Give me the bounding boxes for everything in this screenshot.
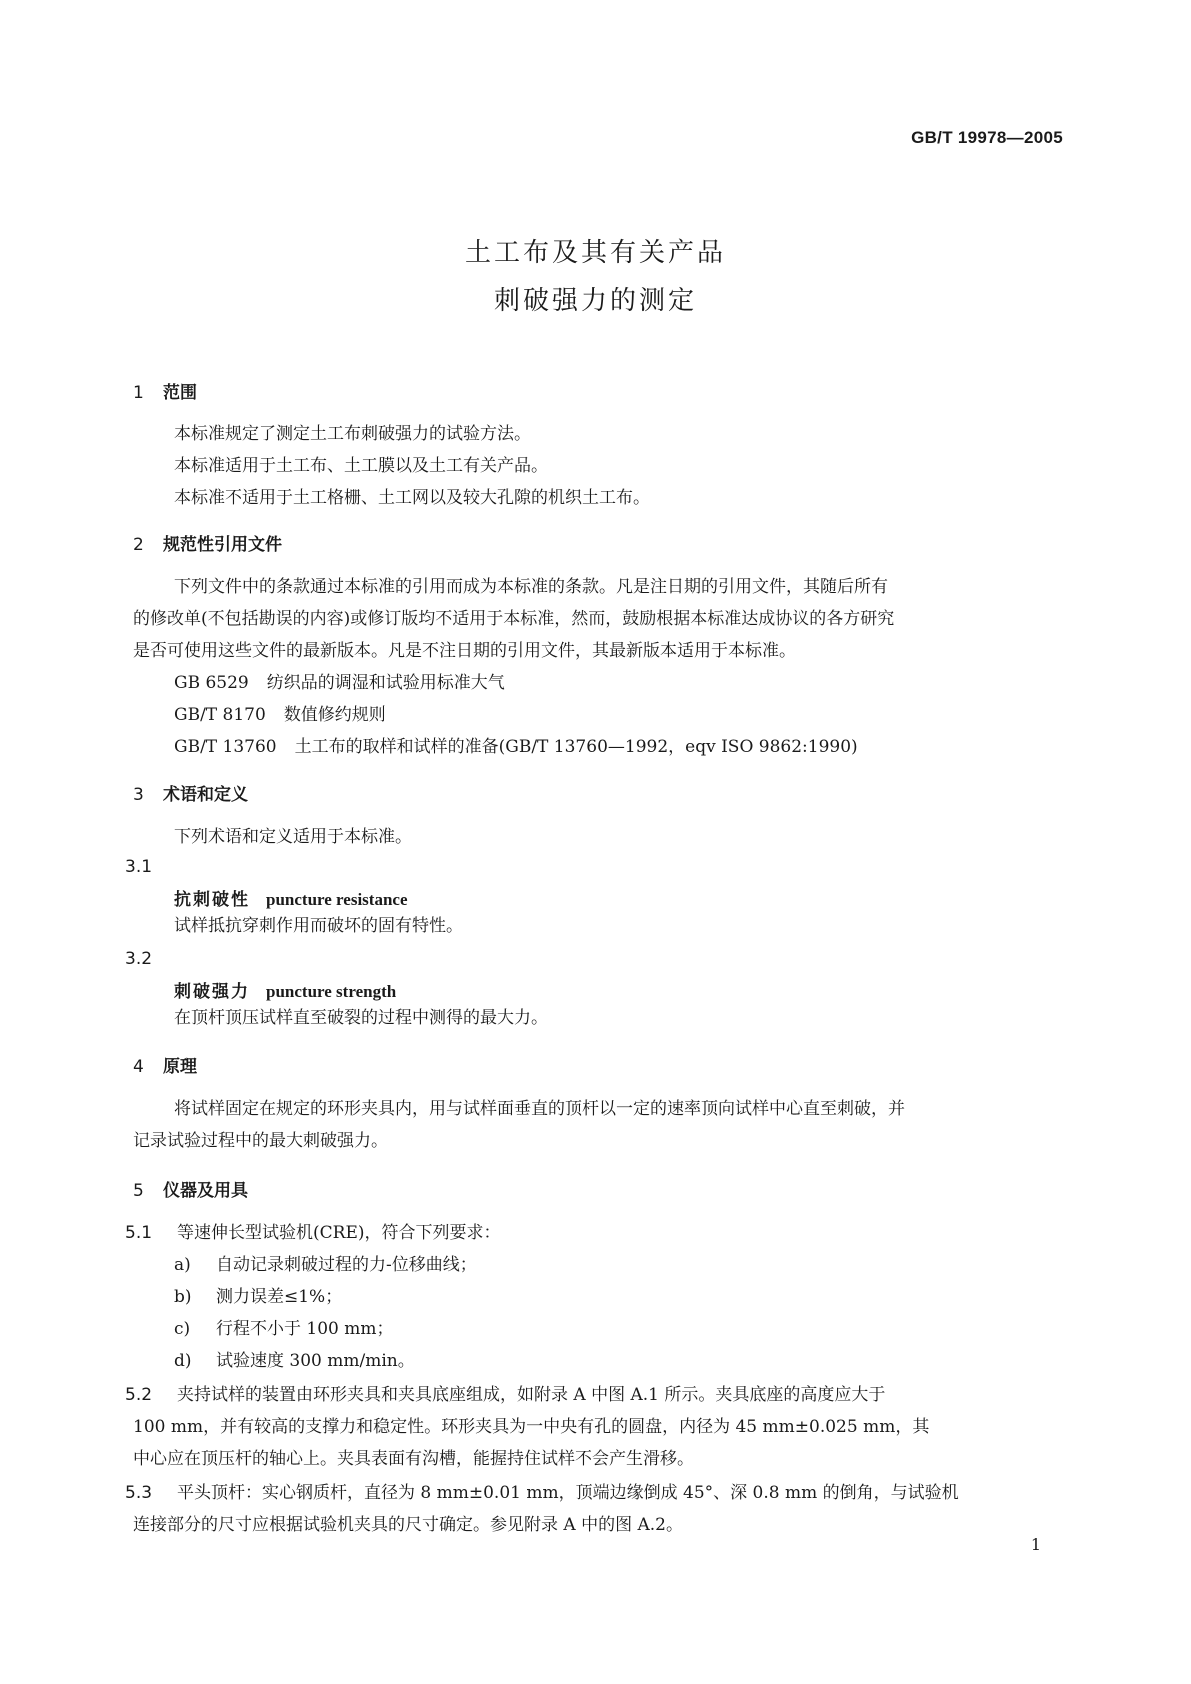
section-title: 范围 [163,383,197,403]
clause-5-2 [125,1383,885,1407]
section-number: 4 [133,1057,144,1077]
reference-item [174,671,505,695]
paragraph: 记录试验过程中的最大刺破强力。 [133,1131,388,1151]
page-number: 1 [1030,1535,1041,1554]
list-text: 试验速度 300 mm/min。 [216,1351,415,1371]
list-text: 自动记录刺破过程的力-位移曲线； [216,1255,477,1275]
list-item [174,1253,477,1277]
paragraph: 下列文件中的条款通过本标准的引用而成为本标准的条款。凡是注日期的引用文件，其随后所有 [174,577,888,597]
list-marker: c) [174,1319,191,1339]
list-marker: d) [174,1351,192,1371]
clause-text: 夹持试样的装置由环形夹具和夹具底座组成，如附录 A 中图 A.1 所示。夹具底座的高度应大于 [177,1385,886,1405]
paragraph: 中心应在顶压杆的轴心上。夹具表面有沟槽，能握持住试样不会产生滑移。 [133,1449,694,1469]
section-3-heading [133,780,248,805]
list-item [174,1317,394,1341]
reference-item [174,735,858,759]
paragraph: 本标准适用于土工布、土工膜以及土工有关产品。 [174,456,548,476]
section-2-heading [133,530,282,555]
paragraph: 将试样固定在规定的环形夹具内，用与试样面垂直的顶杆以一定的速率顶向试样中心直至刺破，并 [174,1099,905,1119]
section-number: 3 [133,785,144,805]
paragraph: 的修改单(不包括勘误的内容)或修订版均不适用于本标准，然而，鼓励根据本标准达成协议的各方研究 [133,609,895,629]
list-item [174,1349,415,1373]
clause-text: 平头顶杆：实心钢质杆，直径为 8 mm±0.01 mm，顶端边缘倒成 45°、深 0.8 mm 的倒角，与试验机 [177,1483,959,1503]
section-title: 原理 [163,1057,197,1077]
paragraph: 本标准规定了测定土工布刺破强力的试验方法。 [174,424,531,444]
list-marker: a) [174,1255,191,1275]
list-text: 测力误差≤1%； [216,1287,343,1307]
clause-5-1 [125,1221,500,1245]
paragraph: 下列术语和定义适用于本标准。 [174,827,412,847]
paragraph: 100 mm，并有较高的支撑力和稳定性。环形夹具为一中央有孔的圆盘，内径为 45 mm±0.025 mm，其 [133,1417,930,1437]
document-title-line2: 刺破强力的测定 [493,286,697,316]
section-number: 5 [133,1181,144,1201]
paragraph: 连接部分的尺寸应根据试验机夹具的尺寸确定。参见附录 A 中的图 A.2。 [133,1515,683,1535]
section-number: 2 [133,535,144,555]
reference-code: GB/T 13760 [174,737,277,757]
section-number: 1 [133,383,144,403]
clause-number: 5.3 [125,1483,153,1503]
clause-number: 3.1 [125,857,153,877]
clause-number: 5.1 [125,1223,153,1243]
term-zh: 刺破强力 [174,982,250,1002]
list-text: 行程不小于 100 mm； [216,1319,394,1339]
list-item [174,1285,342,1309]
term-en: puncture strength [266,982,397,1001]
clause-number: 5.2 [125,1385,153,1405]
term-entry [174,977,396,1002]
clause-number: 3.2 [125,949,153,969]
clause-text: 等速伸长型试验机(CRE)，符合下列要求： [177,1223,501,1243]
term-definition: 在顶杆顶压试样直至破裂的过程中测得的最大力。 [174,1008,548,1028]
reference-title: 数值修约规则 [283,705,386,725]
list-marker: b) [174,1287,192,1307]
paragraph: 本标准不适用于土工格栅、土工网以及较大孔隙的机织土工布。 [174,488,650,508]
section-1-heading [133,378,197,403]
section-title: 规范性引用文件 [163,535,282,555]
document-title-line1: 土工布及其有关产品 [464,238,726,268]
clause-5-3 [125,1481,959,1505]
section-5-heading [133,1176,248,1201]
standard-number: GB/T 19978—2005 [911,128,1063,147]
term-entry [174,885,408,910]
paragraph: 是否可使用这些文件的最新版本。凡是不注日期的引用文件，其最新版本适用于本标准。 [133,641,796,661]
reference-title: 纺织品的调湿和试验用标准大气 [266,673,505,693]
term-definition: 试样抵抗穿刺作用而破坏的固有特性。 [174,916,463,936]
reference-code: GB 6529 [174,673,249,693]
term-en: puncture resistance [266,890,408,909]
section-title: 仪器及用具 [163,1181,248,1201]
term-zh: 抗刺破性 [174,890,250,910]
reference-item [174,703,386,727]
section-4-heading [133,1052,197,1077]
section-title: 术语和定义 [163,785,248,805]
reference-title: 土工布的取样和试样的准备(GB/T 13760—1992，eqv ISO 9862:1990) [294,737,858,757]
reference-code: GB/T 8170 [174,705,266,725]
